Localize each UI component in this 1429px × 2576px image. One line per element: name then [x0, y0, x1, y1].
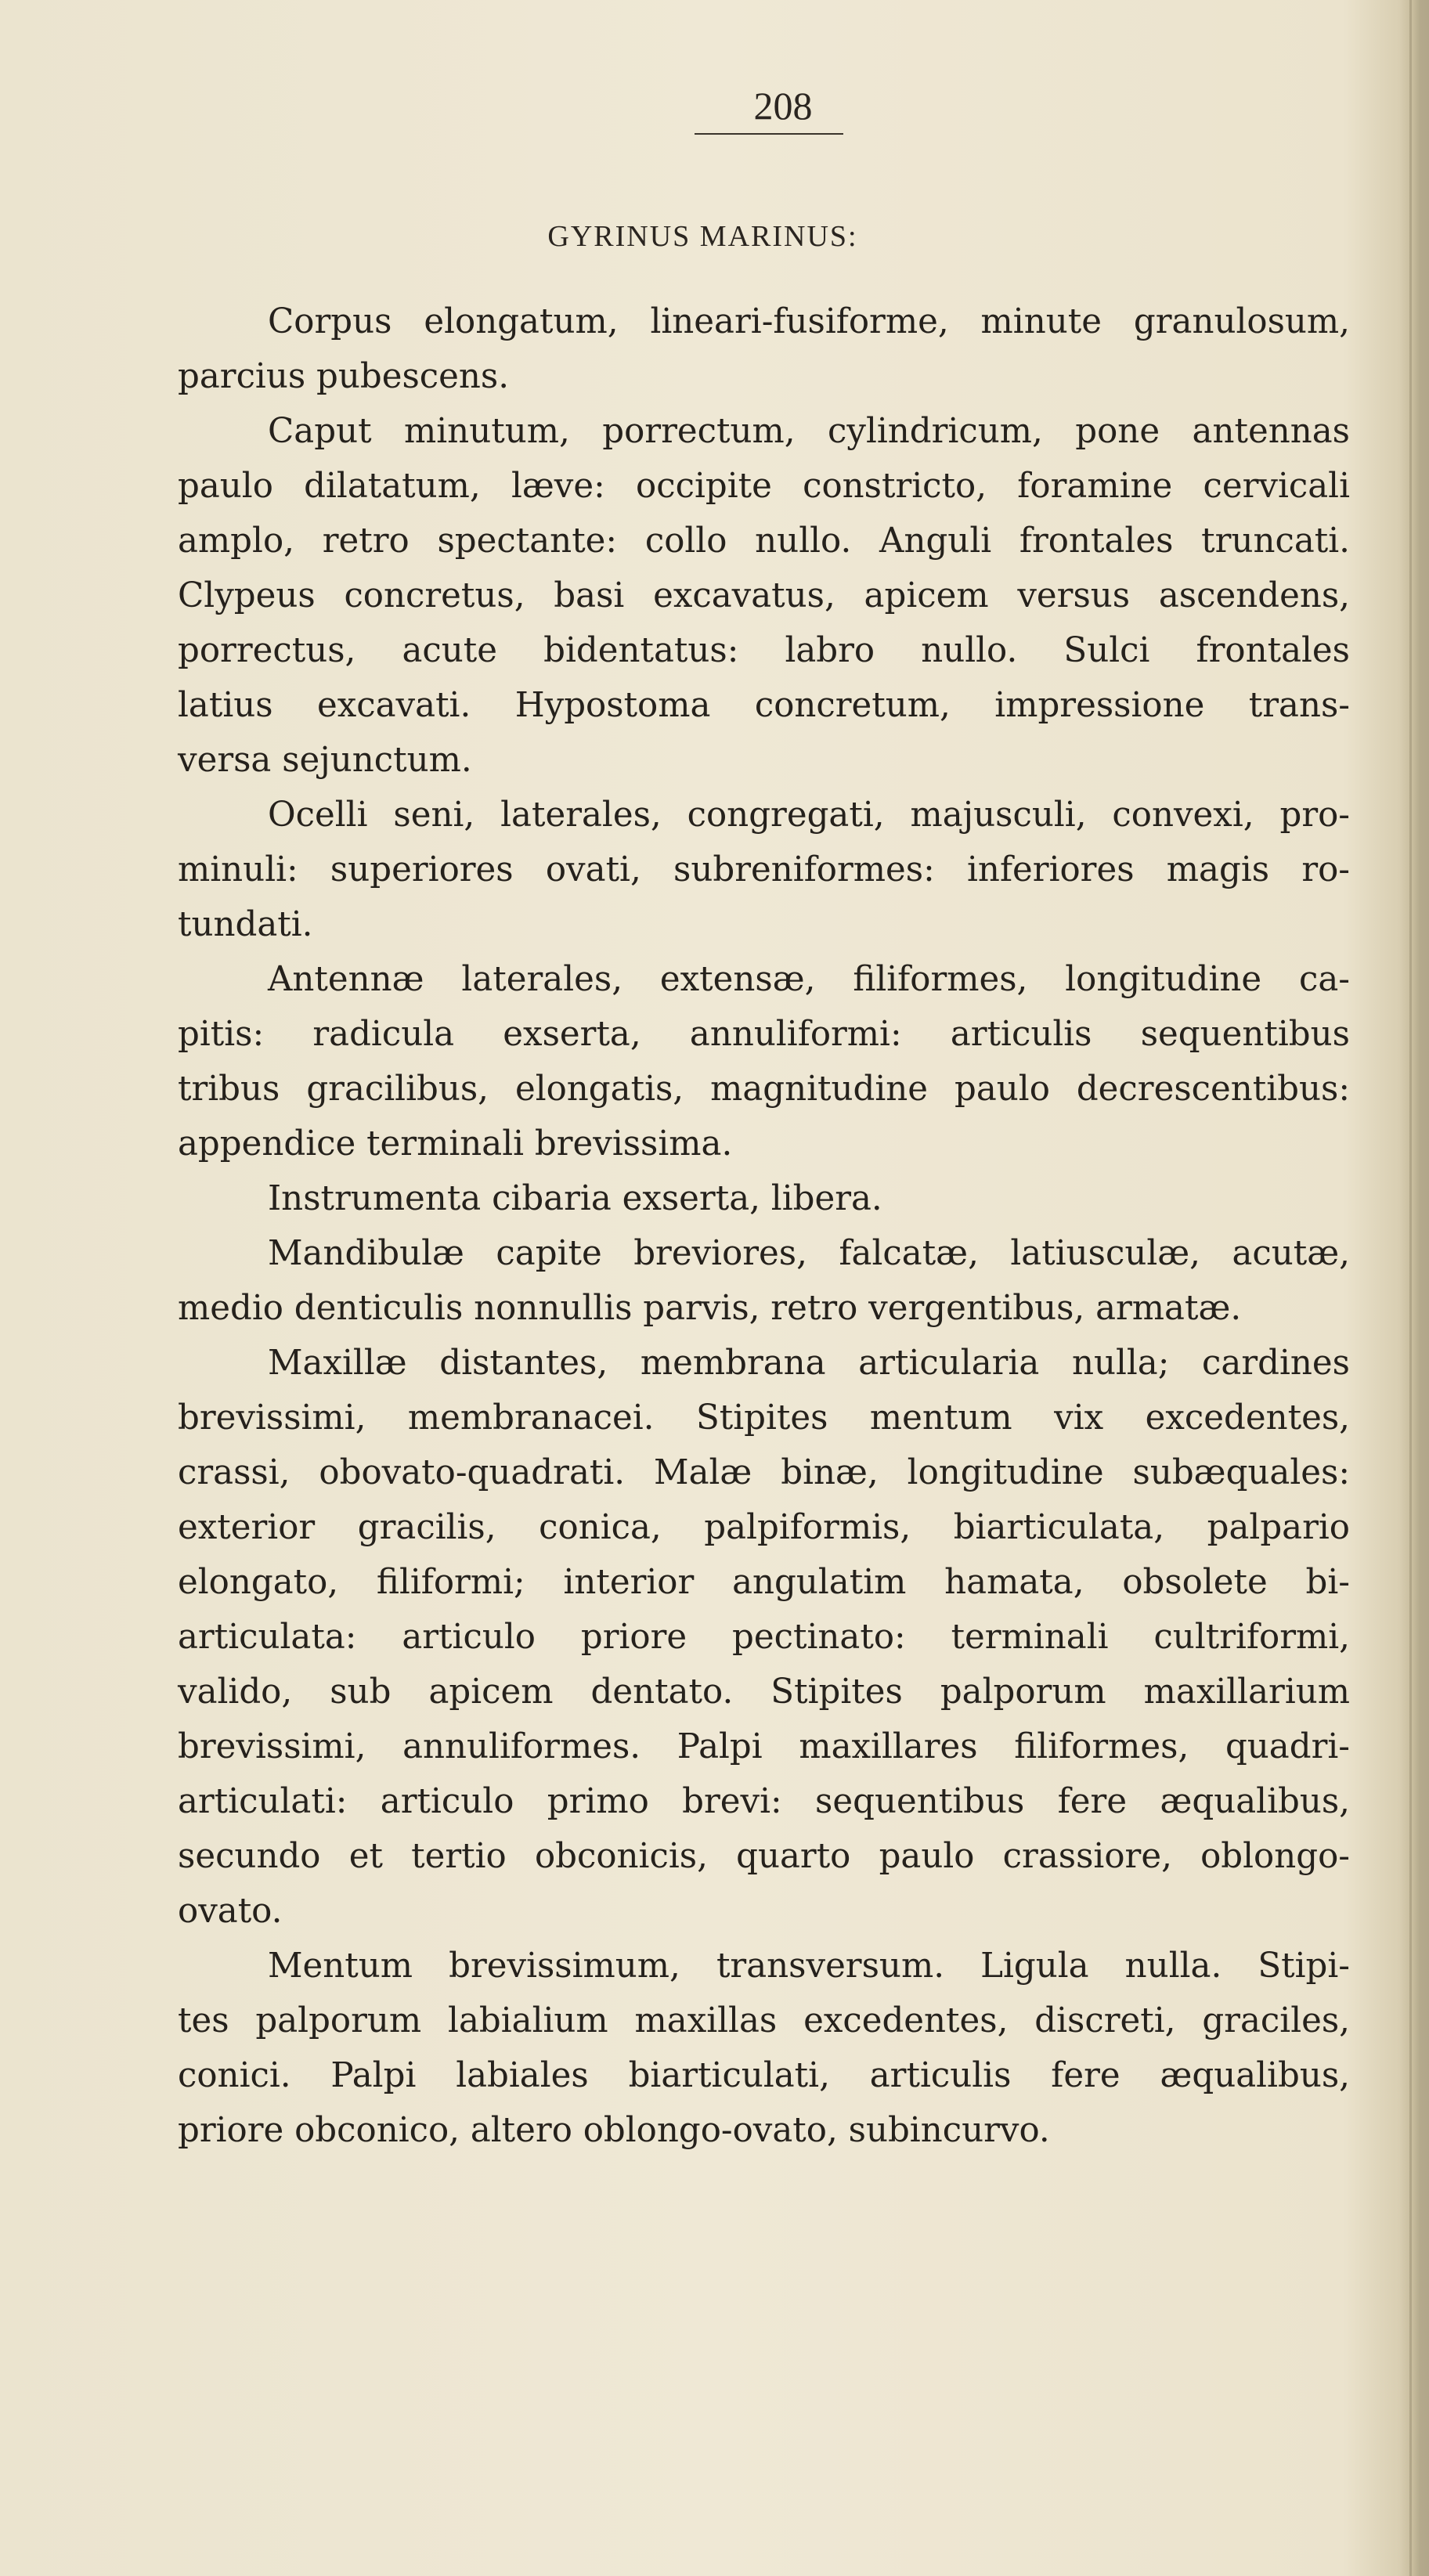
page-number: 208: [753, 84, 813, 128]
text-line: Antennæ laterales, extensæ, filiformes, longitudine ca-: [268, 960, 1350, 999]
text-line: Corpus elongatum, lineari-fusiforme, minute granulosum,: [268, 302, 1350, 341]
text-line: Caput minutum, porrectum, cylindricum, pone antennas: [268, 412, 1350, 451]
page-number-underline: [695, 133, 843, 135]
page-edge-line: [1409, 0, 1412, 2576]
text-line: Mandibulæ capite breviores, falcatæ, latiusculæ, acutæ,: [268, 1234, 1350, 1273]
text-line: pitis: radicula exserta, annuliformi: articulis sequentibus: [178, 1015, 1350, 1054]
text-line: versa sejunctum.: [178, 741, 472, 780]
text-line: appendice terminali brevissima.: [178, 1124, 733, 1164]
text-line: articulata: articulo priore pectinato: terminali cultriformi,: [178, 1618, 1350, 1657]
text-line: brevissimi, membranacei. Stipites mentum vix excedentes,: [178, 1398, 1350, 1438]
text-line: Ocelli seni, laterales, congregati, majusculi, convexi, pro-: [268, 796, 1350, 835]
section-heading: GYRINUS MARINUS:: [547, 220, 858, 253]
text-line: secundo et tertio obconicis, quarto paulo crassiore, oblongo-: [178, 1837, 1350, 1876]
page-edge-shadow: [1399, 0, 1429, 2576]
text-line: amplo, retro spectante: collo nullo. Anguli frontales truncati.: [178, 521, 1350, 561]
text-line: valido, sub apicem dentato. Stipites palporum maxillarium: [178, 1672, 1350, 1712]
text-line: articulati: articulo primo brevi: sequentibus fere æqualibus,: [178, 1782, 1350, 1821]
text-line: tundati.: [178, 905, 313, 944]
text-line: latius excavati. Hypostoma concretum, impressione trans-: [178, 686, 1350, 725]
text-line: tes palporum labialium maxillas excedentes, discreti, graciles,: [178, 2001, 1350, 2040]
text-line: minuli: superiores ovati, subreniformes: inferiores magis ro-: [178, 850, 1350, 889]
text-line: Mentum brevissimum, transversum. Ligula nulla. Stipi-: [268, 1946, 1350, 1986]
body-text: [178, 294, 1350, 2158]
text-line: ovato.: [178, 1892, 283, 1931]
text-line: brevissimi, annuliformes. Palpi maxillares filiformes, quadri-: [178, 1727, 1350, 1766]
text-line: conici. Palpi labiales biarticulati, articulis fere æqualibus,: [178, 2056, 1350, 2095]
text-line: Maxillæ distantes, membrana articularia nulla; cardines: [268, 1344, 1350, 1383]
text-line: exterior gracilis, conica, palpiformis, biarticulata, palpario: [178, 1508, 1350, 1547]
text-line: Instrumenta cibaria exserta, libera.: [268, 1179, 882, 1218]
text-line: priore obconico, altero oblongo-ovato, subincurvo.: [178, 2111, 1050, 2150]
text-line: elongato, filiformi; interior angulatim hamata, obsolete bi-: [178, 1563, 1350, 1602]
text-line: tribus gracilibus, elongatis, magnitudine paulo decrescentibus:: [178, 1070, 1350, 1109]
text-line: paulo dilatatum, læve: occipite constricto, foramine cervicali: [178, 467, 1350, 506]
text-line: parcius pubescens.: [178, 357, 510, 396]
text-line: medio denticulis nonnullis parvis, retro vergentibus, armatæ.: [178, 1289, 1242, 1328]
text-line: crassi, obovato-quadrati. Malæ binæ, longitudine subæquales:: [178, 1453, 1350, 1492]
text-line: porrectus, acute bidentatus: labro nullo. Sulci frontales: [178, 631, 1350, 670]
text-line: Clypeus concretus, basi excavatus, apicem versus ascendens,: [178, 576, 1350, 615]
